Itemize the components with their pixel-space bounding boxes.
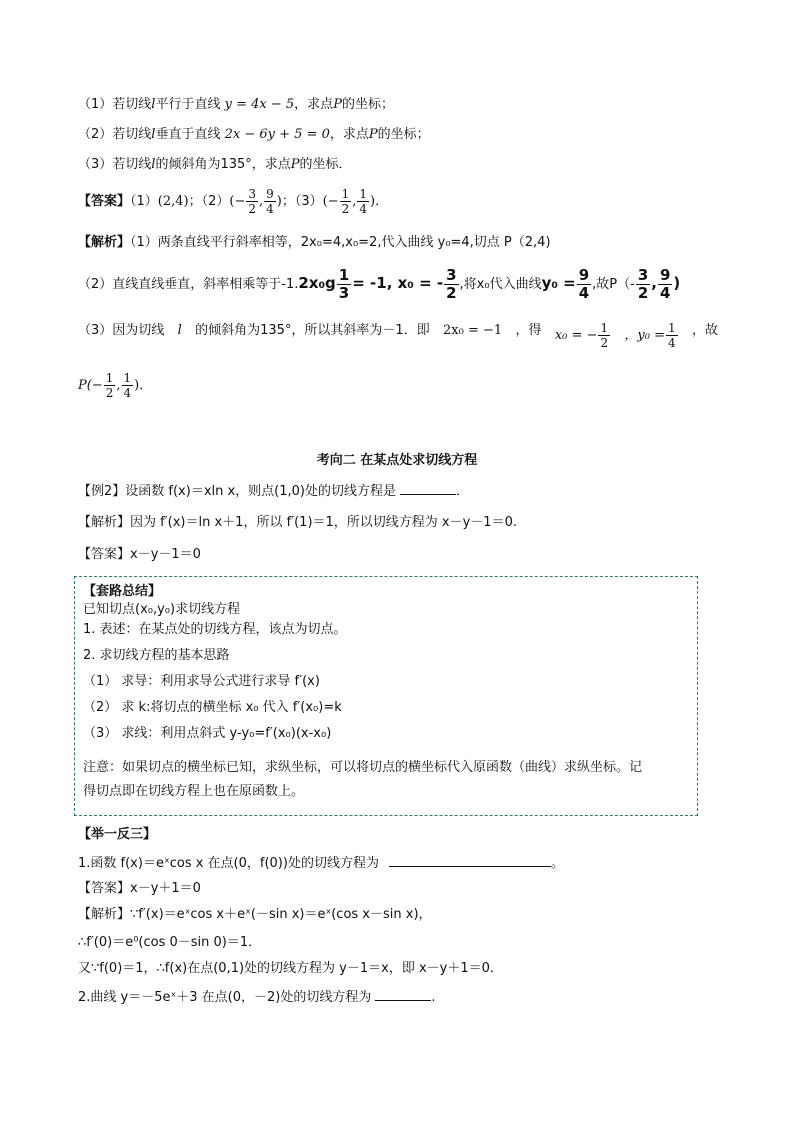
answer-1: 【答案】（1）(2,4)；（2）(− $\frac{3}{2}$ , $\frac{9}{4}$ )；（3）(− $\frac{1}{2}$ , $\frac{1}{4}$ )． <box>78 187 389 216</box>
example-2-analysis: 【解析】因为 f′(x)＝ln x＋1，所以 f′(1)＝1，所以切线方程为 x－y－1＝0. <box>78 515 517 530</box>
summary-line-4: （2） 求 k:将切点的横坐标 x₀ 代入 f′(x₀)=k <box>83 700 342 715</box>
analysis-line-4: P(− $\frac{1}{2}$ , $\frac{1}{4}$ )． <box>78 371 153 400</box>
summary-line-1: 1. 表述：在某点处的切线方程，该点为切点。 <box>83 622 347 637</box>
summary-title: 【套路总结】 <box>83 584 162 599</box>
practice-title: 【举一反三】 <box>78 827 157 842</box>
practice-question-2: 2.曲线 y＝－5eˣ＋3 在点(0，－2)处的切线方程为 . <box>78 990 436 1005</box>
example-2-question: 【例2】设函数 f(x)＝xln x，则点(1,0)处的切线方程是 ． <box>78 484 470 499</box>
answer-blank <box>389 854 551 867</box>
answer-blank <box>375 988 431 1001</box>
summary-line-6: 注意：如果切点的横坐标已知，求纵坐标，可以将切点的横坐标代入原函数（曲线）求纵坐标。记 <box>83 760 643 775</box>
practice-answer-1: 【答案】x－y＋1＝0 <box>78 881 201 896</box>
summary-box <box>74 576 698 816</box>
analysis-line-2: （2）直线直线垂直，斜率相乘等于-1.2x₀g $\frac{1}{3}$ = -1, x₀ = - $\frac{3}{2}$ ,将x₀代入曲线y₀ = $\frac{9}{4}$ ,故P（- $\frac{3}{2}$ , $\frac{9}{4}$ ) <box>78 266 681 302</box>
practice-question-1: 1.函数 f(x)＝eˣcos x 在点(0，f(0))处的切线方程为 。 <box>78 856 564 871</box>
question-2: （2）若切线l垂直于直线 2x − 6y + 5 = 0，求点P的坐标； <box>78 127 430 142</box>
question-3: （3）若切线l的倾斜角为135°，求点P的坐标． <box>78 157 352 172</box>
practice-solution-line-1: 【解析】∵f′(x)＝eˣcos x＋eˣ(－sin x)＝eˣ(cos x－sin x)， <box>78 907 432 922</box>
summary-line-0: 已知切点(x₀,y₀)求切线方程 <box>83 602 241 617</box>
summary-line-2: 2. 求切线方程的基本思路 <box>83 648 230 663</box>
section-title: 考向二 在某点处求切线方程 <box>316 453 478 468</box>
analysis-line-3: （3）因为切线 l 的倾斜角为135°，所以其斜率为－1．即 2x₀ = −1 ，得 x₀ = − $\frac{1}{2}$ ，y₀ = $\frac{1}{4}$ ，故 <box>78 321 718 350</box>
summary-line-7: 得切点即在切线方程上也在原函数上。 <box>83 784 305 799</box>
analysis-line-1: 【解析】（1）两条直线平行斜率相等，2x₀=4,x₀=2,代入曲线 y₀=4,切点 P（2,4) <box>78 235 551 250</box>
practice-solution-line-3: 又∵f(0)＝1，∴f(x)在点(0,1)处的切线方程为 y－1＝x，即 x－y＋1＝0． <box>78 961 503 976</box>
answer-blank <box>400 482 456 495</box>
question-1: （1）若切线l平行于直线 y = 4x − 5，求点P的坐标； <box>78 97 394 112</box>
summary-line-5: （3） 求线：利用点斜式 y-y₀=f′(x₀)(x-x₀) <box>83 726 332 741</box>
practice-solution-line-2: ∴f′(0)＝e⁰(cos 0－sin 0)＝1． <box>78 935 262 950</box>
example-2-answer: 【答案】x－y－1＝0 <box>78 547 201 562</box>
summary-line-3: （1） 求导：利用求导公式进行求导 f′(x) <box>83 674 320 689</box>
